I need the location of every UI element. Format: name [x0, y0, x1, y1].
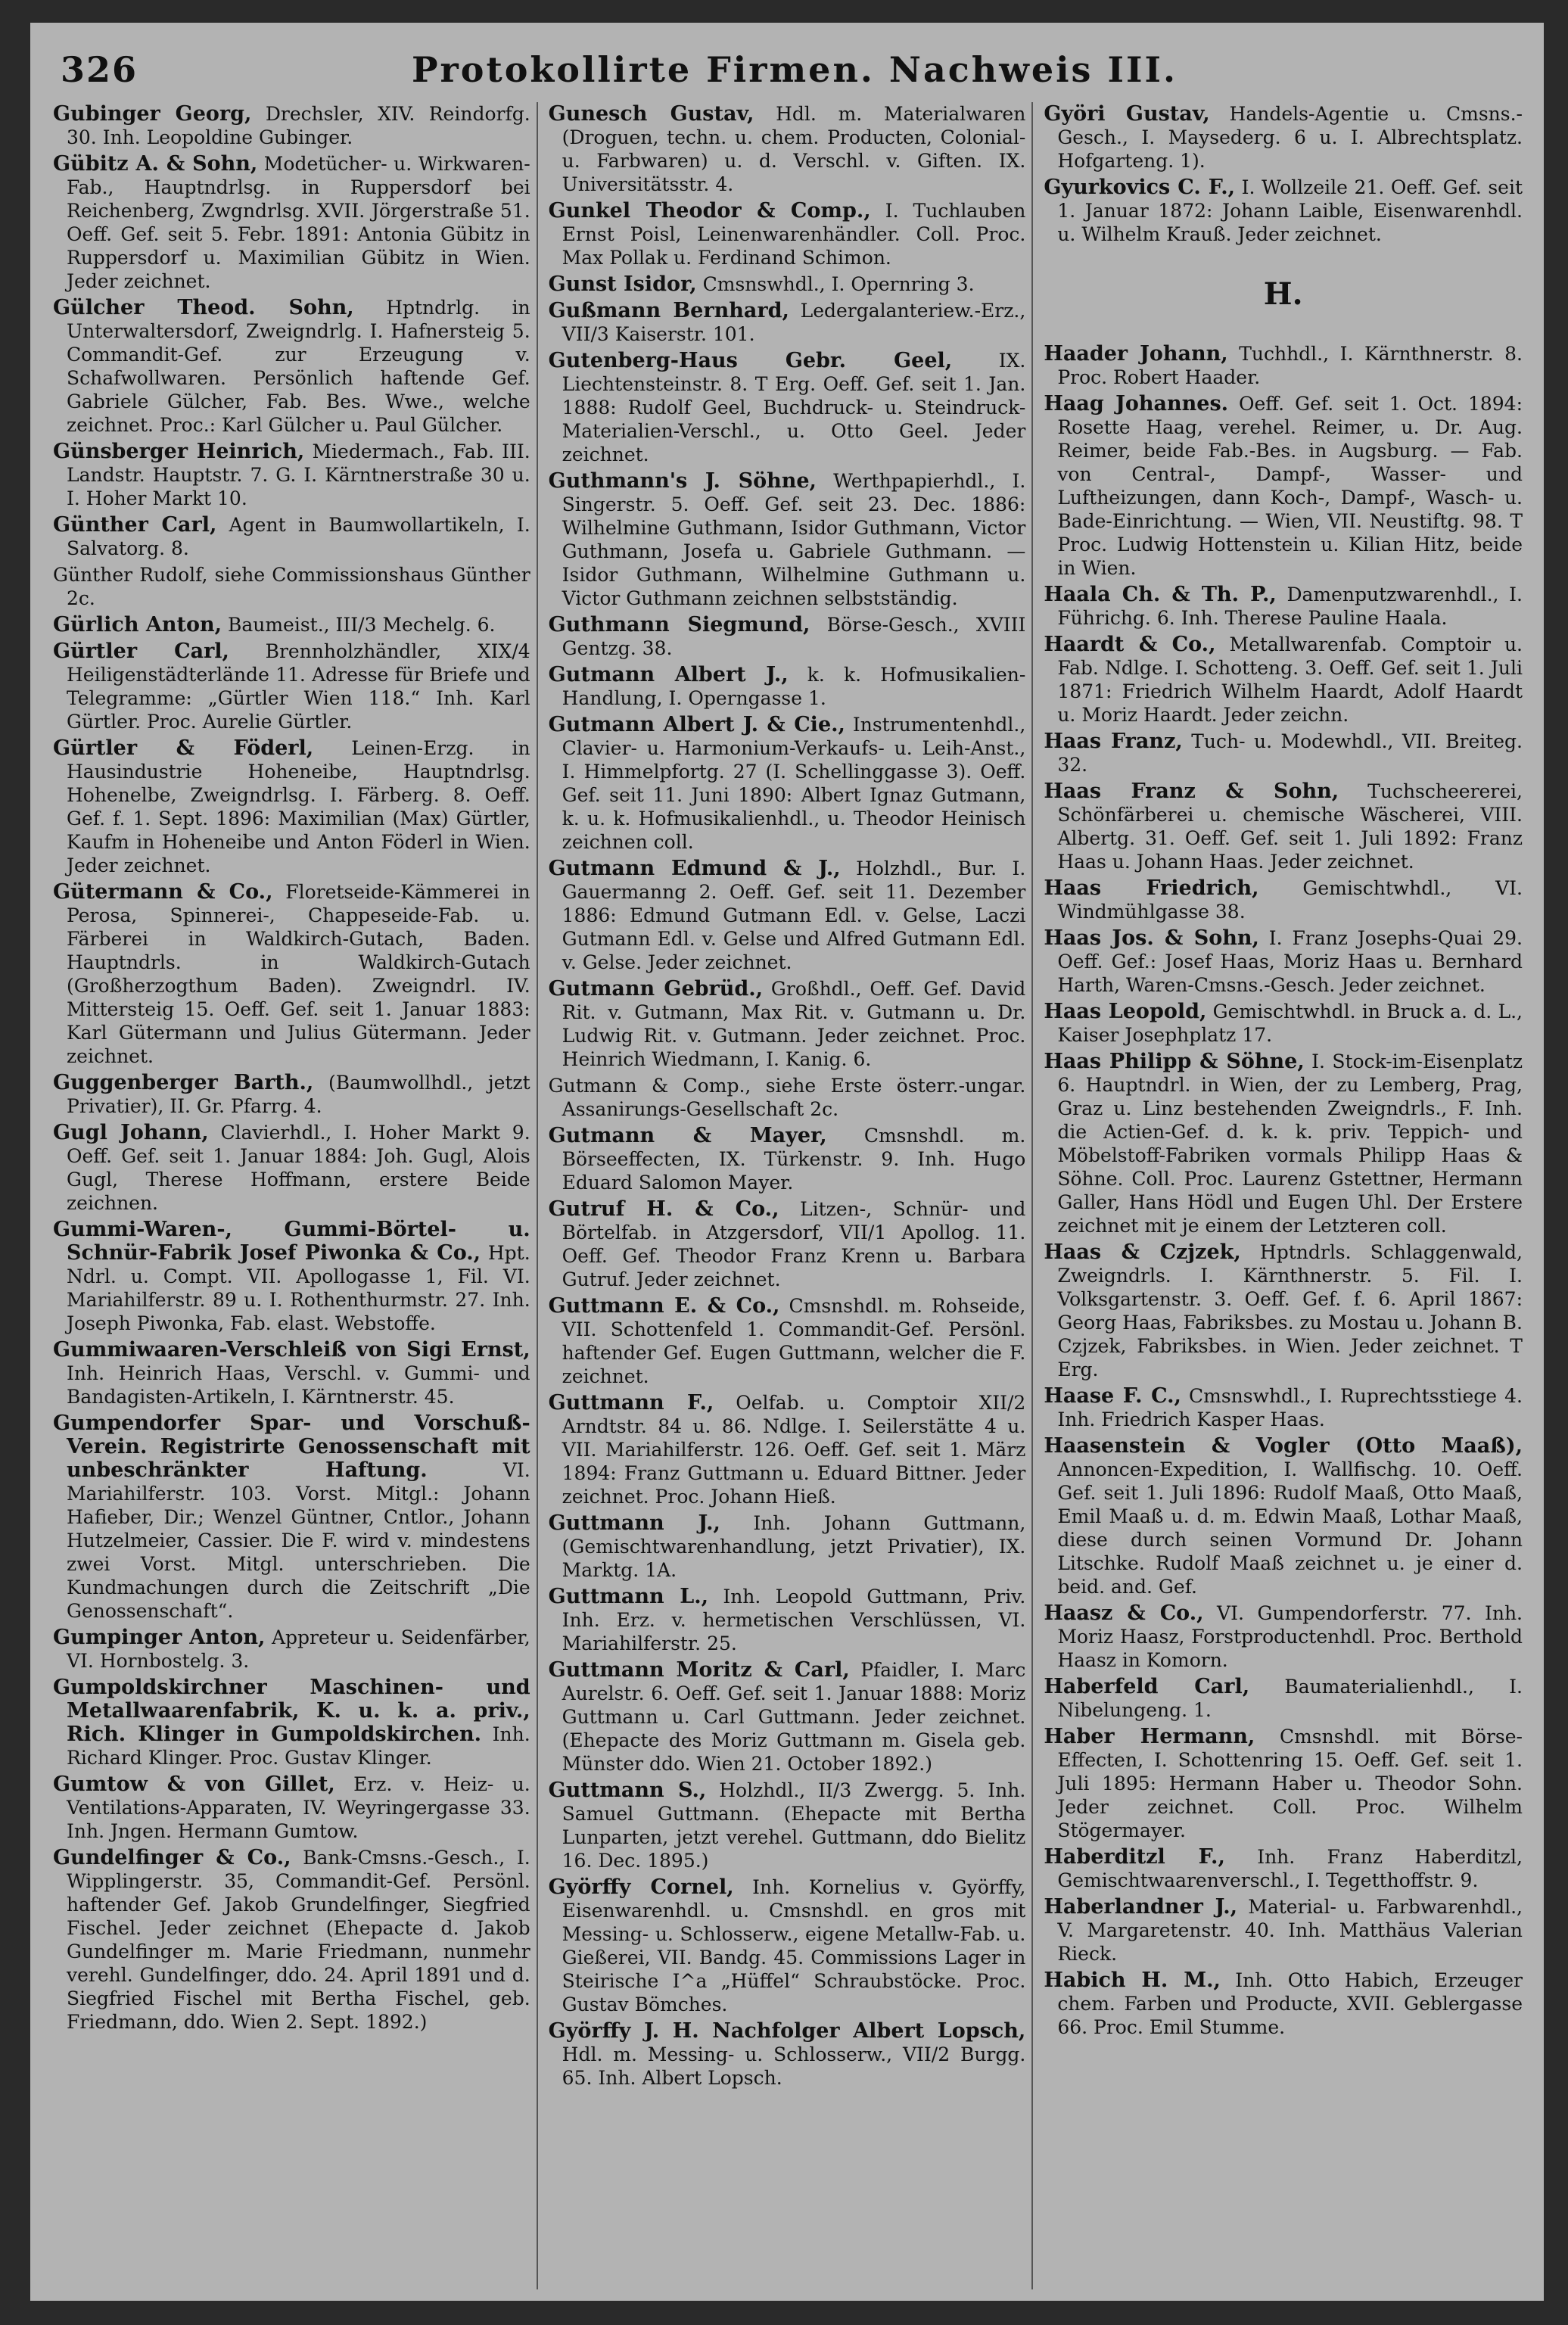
entry-text: Tuch- u. Modewhdl., VII. Breiteg. 32. [1057, 730, 1523, 776]
entry-name: Haala Ch. & Th. P., [1044, 583, 1277, 606]
entry-name: Haardt & Co., [1044, 633, 1216, 656]
directory-entry [549, 299, 1026, 346]
directory-entry [53, 1411, 530, 1623]
directory-entry [1044, 1845, 1523, 1892]
entry-name: Gürlich Anton, [53, 613, 222, 636]
entry-text: Material- u. Farbwarenhdl., V. Margaretenstr. 40. Inh. Matthäus Valerian Rieck. [1057, 1896, 1523, 1965]
directory-entry [53, 152, 530, 293]
entry-text: Metallwarenfab. Comptoir u. Fab. Ndlge. I. Schotteng. 3. Oeff. Gef. seit 1. Juli 1871: Friedrich Wilhelm Haardt, Adolf Haardt u. Moriz Haardt. Jeder zeichn. [1057, 633, 1523, 726]
entry-text: Oelfab. u. Comptoir XII/2 Arndtstr. 84 u. 86. Ndlge. I. Seilerstätte 4 u. VII. Mariahilferstr. 126. Oeff. Gef. seit 1. März 1894: Franz Guttmann u. Eduard Bittner. Jeder zeichnet. Proc. Johann Hieß. [562, 1392, 1026, 1508]
entry-name: Guttmann J., [548, 1511, 720, 1535]
entry-text: (Baumwollhdl., jetzt Privatier), II. Gr. Pfarrg. 4. [67, 1072, 530, 1117]
entry-name: Gummiwaaren-Verschleiß von Sigi Ernst, [53, 1338, 530, 1362]
directory-entry [1044, 1000, 1523, 1047]
entry-text: Inh. Franz Haberditzl, Gemischtwaarenverschl., I. Tegetthoffstr. 9. [1057, 1846, 1523, 1891]
entry-name: Györffy J. H. Nachfolger Albert Lopsch, [548, 2019, 1026, 2043]
column-2 [549, 102, 1034, 2289]
directory-entry [1044, 102, 1523, 173]
entry-name: Guthmann Siegmund, [548, 613, 810, 636]
entry-name: Haase F. C., [1044, 1384, 1181, 1408]
entry-text: Damenputzwarenhdl., I. Führichg. 6. Inh. Therese Pauline Haala. [1057, 584, 1523, 629]
entry-text: IX. Liechtensteinstr. 8. T Erg. Oeff. Gef. seit 1. Jan. 1888: Rudolf Geel, Buchdruck- u. Steindruck-Materialien-Verschl., u. Otto Geel. Jeder zeichnet. [562, 350, 1026, 465]
entry-text: Gemischtwhdl., VI. Windmühlgasse 38. [1057, 877, 1523, 923]
entry-name: Guggenberger Barth., [53, 1071, 314, 1094]
entry-text: Baumeist., III/3 Mechelg. 6. [222, 614, 496, 636]
entry-name: Guttmann L., [548, 1585, 709, 1608]
column-1 [53, 102, 538, 2289]
entry-text: Inh. Otto Habich, Erzeuger chem. Farben und Producte, XVII. Geblergasse 66. Proc. Emil Stumme. [1057, 1969, 1523, 2038]
directory-entry [1044, 583, 1523, 630]
entry-name: Gyurkovics C. F., [1044, 176, 1236, 199]
page-title: Protokollirte Firmen. Nachweis III. [411, 49, 1178, 90]
directory-entry [53, 1846, 530, 2034]
directory-entry [549, 1779, 1026, 1872]
entry-text: Handels-Agentie u. Cmsns.-Gesch., I. Maysederg. 6 u. I. Albrechtsplatz. Hofgarteng. 1). [1057, 103, 1523, 172]
entry-name: Györffy Cornel, [548, 1875, 734, 1899]
directory-entry [549, 713, 1026, 854]
directory-entry [53, 296, 530, 437]
entry-text: Agent in Baumwollartikeln, I. Salvatorg. 8. [67, 514, 530, 559]
entry-name: Haberditzl F., [1044, 1845, 1225, 1869]
entry-name: Gußmann Bernhard, [548, 299, 789, 322]
directory-entry [1044, 633, 1523, 727]
entry-name: Gürtler & Föderl, [53, 736, 314, 760]
entry-name: Guttmann E. & Co., [548, 1294, 780, 1318]
entry-text: Clavierhdl., I. Hoher Markt 9. Oeff. Gef. seit 1. Januar 1884: Joh. Gugl, Alois Gugl, Therese Hoffmann, erstere Beide zeichnen. [67, 1122, 530, 1214]
directory-entry [53, 1626, 530, 1673]
entry-name: Guttmann F., [548, 1391, 714, 1415]
entry-text: Pfaidler, I. Marc Aurelstr. 6. Oeff. Gef. seit 1. Januar 1888: Moriz Guttmann u. Carl Guttmann. Jeder zeichnet. (Ehepacte des Moriz Guttmann m. Gisela geb. Münster ddo. Wien 21. October 1892.) [562, 1659, 1026, 1775]
entry-text: Leinen-Erzg. in Hausindustrie Hoheneibe, Hauptndrlsg. Hohenelbe, Zweigndrlsg. I. Färberg. 8. Oeff. Gef. f. 1. Sept. 1896: Maximilian (Max) Gürtler, Kaufm in Hoheneibe und Anton Föderl in Wien. Jeder zeichnet. [67, 737, 530, 876]
directory-entry [1044, 176, 1523, 246]
entry-text: Modetücher- u. Wirkwaren-Fab., Hauptndrlsg. in Ruppersdorf bei Reichenberg, Zwgndrlsg. XVII. Jörgerstraße 51. Oeff. Gef. seit 5. Febr. 1891: Antonia Gübitz in Ruppersdorf u. Maximilian Gübitz in Wien. Jeder zeichnet. [67, 153, 530, 292]
entry-text: Hdl. m. Messing- u. Schlosserw., VII/2 Burgg. 65. Inh. Albert Lopsch. [562, 2043, 1026, 2089]
entry-text: I. Wollzeile 21. Oeff. Gef. seit 1. Januar 1872: Johann Laible, Eisenwarenhdl. u. Wilhelm Krauß. Jeder zeichnet. [1057, 176, 1523, 245]
entry-text: Floretseide-Kämmerei in Perosa, Spinnerei-, Chappeseide-Fab. u. Färberei in Waldkirch-Gutach, Baden. Hauptndrls. in Waldkirch-Gutach (Großherzogthum Baden). Zweigndrl. IV. Mittersteig 15. Oeff. Gef. seit 1. Januar 1883: Karl Gütermann und Julius Gütermann. Jeder zeichnet. [67, 881, 530, 1067]
section-letter: H. [1263, 276, 1303, 312]
entry-text: Börse-Gesch., XVIII Gentzg. 38. [562, 614, 1026, 659]
directory-entry [1044, 1895, 1523, 1966]
directory-entry [53, 563, 530, 610]
directory-entry [549, 199, 1026, 269]
entry-text: Cmsnshdl. m. Börseeffecten, IX. Türkenstr. 9. Inh. Hugo Eduard Salomon Mayer. [562, 1125, 1026, 1194]
entry-text: Oeff. Gef. seit 1. Oct. 1894: Rosette Haag, verehel. Reimer, u. Dr. Aug. Reimer, beide Fab.-Bes. in Augsburg. — Fab. von Central-, Dampf-, Wasser- und Luftheizungen, dann Koch-, Dampf-, Wasch- u. Bade-Einrichtung. — Wien, VII. Neustiftg. 98. T Proc. Ludwig Hottenstein u. Kilian Hitz, beide in Wien. [1057, 393, 1523, 579]
entry-text: Inh. Johann Guttmann, (Gemischtwarenhandlung, jetzt Privatier), IX. Marktg. 1A. [562, 1512, 1026, 1581]
entry-text: Miedermach., Fab. III. Landstr. Hauptstr. 7. G. I. Kärntnerstraße 30 u. I. Hoher Markt 10. [67, 440, 530, 509]
entry-name: Haag Johannes. [1044, 392, 1229, 416]
entry-text: Gutmann & Comp., siehe Erste österr.-ungar. Assanirungs-Gesellschaft 2c. [548, 1075, 1026, 1120]
entry-name: Gutmann Edmund & J., [548, 857, 841, 880]
entry-name: Gundelfinger & Co., [53, 1846, 291, 1869]
entry-text: Erz. v. Heiz- u. Ventilations-Apparaten, IV. Weyringergasse 33. Inh. Jngen. Hermann Gumtow. [67, 1773, 530, 1842]
entry-name: Guttmann Moritz & Carl, [548, 1658, 850, 1682]
entry-text: Instrumentenhdl., Clavier- u. Harmonium-Verkaufs- u. Leih-Anst., I. Himmelpfortg. 27 (I. Schellinggasse 3). Oeff. Gef. seit 11. Juni 1890: Albert Ignaz Gutmann, k. u. k. Hofmusikalienhdl., u. Theodor Heinisch zeichnen coll. [562, 714, 1026, 853]
directory-entry [549, 1658, 1026, 1776]
entry-text: Baumaterialienhdl., I. Nibelungeng. 1. [1057, 1676, 1523, 1721]
entry-name: Gubinger Georg, [53, 102, 252, 126]
entry-name: Gummi-Waren-, Gummi-Börtel- u. Schnür-Fabrik Josef Piwonka & Co., [53, 1218, 530, 1265]
entry-name: Haberfeld Carl, [1044, 1675, 1250, 1698]
directory-entry [1044, 1050, 1523, 1237]
entry-name: Gübitz A. & Sohn, [53, 152, 258, 176]
directory-entry [53, 1338, 530, 1408]
entry-name: Guthmann's J. Söhne, [548, 469, 817, 493]
entry-name: Haberlandner J., [1044, 1895, 1238, 1919]
directory-entry [53, 640, 530, 733]
entry-name: Gülcher Theod. Sohn, [53, 296, 354, 319]
entry-text: I. Tuchlauben Ernst Poisl, Leinenwarenhändler. Coll. Proc. Max Pollak u. Ferdinand Schimon. [562, 200, 1026, 269]
directory-entry [549, 1294, 1026, 1388]
directory-entry [53, 736, 530, 877]
directory-entry [53, 1676, 530, 1769]
directory-page [30, 23, 1544, 2301]
entry-name: Haasenstein & Vogler (Otto Maaß), [1044, 1434, 1523, 1458]
entry-text: Bank-Cmsns.-Gesch., I. Wipplingerstr. 35, Commandit-Gef. Persönl. haftender Gef. Jakob Grundelfinger, Siegfried Fischel. Jeder zeichnet (Ehepacte d. Jakob Gundelfinger m. Marie Friedmann, nunmehr verehl. Gundelfinger, ddo. 24. April 1891 und d. Siegfried Fischel mit Bertha Fischel, geb. Friedmann, ddo. Wien 2. Sept. 1892.) [67, 1847, 530, 2033]
entry-text: Drechsler, XIV. Reindorfg. 30. Inh. Leopoldine Gubinger. [67, 103, 530, 148]
directory-entry [53, 1773, 530, 1843]
entry-name: Günther Carl, [53, 513, 217, 537]
entry-name: Habich H. M., [1044, 1969, 1221, 1992]
entry-name: Gutmann Gebrüd., [548, 977, 764, 1001]
directory-entry [549, 857, 1026, 974]
directory-entry [1044, 1675, 1523, 1722]
directory-entry [1044, 392, 1523, 580]
directory-entry [1044, 780, 1523, 873]
entry-name: Haas Franz & Sohn, [1044, 780, 1339, 803]
directory-entry [549, 1511, 1026, 1582]
columns [53, 102, 1529, 2289]
entry-text: Großhdl., Oeff. Gef. David Rit. v. Gutmann, Max Rit. v. Gutmann u. Dr. Ludwig Rit. v. Gutmann. Jeder zeichnet. Proc. Heinrich Wiedmann, I. Kanig. 6. [562, 978, 1026, 1070]
directory-entry [549, 272, 1026, 296]
entry-name: Haber Hermann, [1044, 1725, 1255, 1748]
entry-name: Gunkel Theodor & Comp., [548, 199, 871, 223]
entry-name: Haas Leopold, [1044, 1000, 1207, 1023]
entry-text: Hdl. m. Materialwaren (Droguen, techn. u. chem. Producten, Colonial- u. Farbwaren) u. d. Verschl. v. Giften. IX. Universitätsstr. 4. [562, 103, 1026, 195]
directory-entry [549, 613, 1026, 660]
directory-entry [53, 1121, 530, 1215]
entry-text: Annoncen-Expedition, I. Wallfischg. 10. Oeff. Gef. seit 1. Juli 1896: Rudolf Maaß, Otto Maaß, Emil Maaß u. d. m. Edwin Maaß, Lothar Maaß, diese durch seinen Vormund Dr. Johann Litschke. Rudolf Maaß zeichnet u. je einer d. beid. and. Gef. [1057, 1458, 1523, 1598]
entry-text: Inh. Leopold Guttmann, Priv. Inh. Erz. v. hermetischen Verschlüssen, VI. Mariahilferstr. 25. [562, 1586, 1026, 1654]
entry-name: Gumpendorfer Spar- und Vorschuß-Verein. Registrirte Genossenschaft mit unbeschränkter Haftung. [53, 1411, 530, 1482]
entry-name: Haader Johann, [1044, 342, 1228, 366]
entry-text: Holzhdl., Bur. I. Gauermanng 2. Oeff. Gef. seit 11. Dezember 1886: Edmund Gutmann Edl. v. Gelse, Laczi Gutmann Edl. v. Gelse und Alfred Gutmann Edl. v. Gelse. Jeder zeichnet. [562, 857, 1026, 973]
entry-name: Gunst Isidor, [548, 272, 697, 296]
directory-entry [1044, 342, 1523, 389]
entry-text: VI. Gumpendorferstr. 77. Inh. Moriz Haasz, Forstproductenhdl. Proc. Berthold Haasz in Komorn. [1057, 1602, 1523, 1671]
entry-text: Ledergalanteriew.-Erz., VII/3 Kaiserstr. 101. [562, 300, 1026, 345]
entry-text: Appreteur u. Seidenfärber, VI. Hornbostelg. 3. [67, 1626, 530, 1672]
directory-entry [1044, 876, 1523, 923]
entry-name: Haas Philipp & Söhne, [1044, 1050, 1305, 1073]
directory-entry [549, 1197, 1026, 1291]
entry-name: Gumpinger Anton, [53, 1626, 266, 1649]
directory-entry [549, 1124, 1026, 1194]
directory-entry [549, 102, 1026, 196]
entry-text: Cmsnshdl. mit Börse-Effecten, I. Schottenring 15. Oeff. Gef. seit 1. Juli 1895: Hermann Haber u. Theodor Sohn. Jeder zeichnet. Coll. Proc. Wilhelm Stögermayer. [1057, 1726, 1523, 1841]
entry-name: Haas Friedrich, [1044, 876, 1259, 900]
directory-entry [53, 513, 530, 560]
entry-name: Gugl Johann, [53, 1121, 209, 1144]
entry-text: Hpt. Ndrl. u. Compt. VII. Apollogasse 1, Fil. VI. Mariahilferstr. 89 u. I. Rothenthurmstr. 27. Inh. Joseph Piwonka, Fab. elast. Webstoffe. [67, 1242, 530, 1334]
entry-text: Inh. Kornelius v. Györffy, Eisenwarenhdl. u. Cmsnshdl. en gros mit Messing- u. Schlosserw., eigene Metallw-Fab. u. Gießerei, VII. Bandg. 45. Commissions Lager in Steirische I^a „Hüffel“ Schraubstöcke. Proc. Gustav Bömches. [562, 1876, 1026, 2015]
column-3 [1044, 102, 1529, 2289]
entry-name: Haas & Czjzek, [1044, 1240, 1241, 1264]
entry-name: Gutmann Albert J., [548, 663, 789, 686]
entry-text: Günther Rudolf, siehe Commissionshaus Günther 2c. [53, 564, 530, 609]
entry-text: Cmsnswhdl., I. Ruprechtsstiege 4. Inh. Friedrich Kasper Haas. [1057, 1385, 1523, 1430]
directory-entry [549, 663, 1026, 710]
entry-text: Tuchhdl., I. Kärnthnerstr. 8. Proc. Robert Haader. [1057, 343, 1523, 388]
entry-name: Günsberger Heinrich, [53, 440, 305, 463]
directory-entry [1044, 1725, 1523, 1842]
entry-text: Tuchscheererei, Schönfärberei u. chemische Wäscherei, VIII. Albertg. 31. Oeff. Gef. seit 1. Juli 1892: Franz Haas u. Johann Haas. Jeder zeichnet. [1057, 780, 1523, 873]
directory-entry [1044, 1240, 1523, 1381]
directory-entry [549, 1074, 1026, 1121]
entry-text: VI. Mariahilferstr. 103. Vorst. Mitgl.: Johann Hafieber, Dir.; Wenzel Güntner, Cntlor., Johann Hutzelmeier, Cassier. Die F. wird v. mindestens zwei Vorst. Mitgl. unterschrieben. Die Kundmachungen durch die Zeitschrift „Die Genossenschaft“. [67, 1459, 530, 1622]
directory-entry [53, 880, 530, 1068]
entry-name: Guttmann S., [548, 1779, 707, 1802]
entry-name: Györi Gustav, [1044, 102, 1210, 126]
entry-text: Cmsnshdl. m. Rohseide, VII. Schottenfeld 1. Commandit-Gef. Persönl. haftender Gef. Eugen Guttmann, welcher die F. zeichnet. [562, 1295, 1026, 1387]
directory-entry [53, 1071, 530, 1118]
entry-text: k. k. Hofmusikalien-Handlung, I. Operngasse 1. [562, 664, 1026, 709]
entry-text: Cmsnswhdl., I. Opernring 3. [696, 273, 975, 295]
directory-entry [549, 977, 1026, 1071]
entry-text: I. Stock-im-Eisenplatz 6. Hauptndrl. in Wien, der zu Lemberg, Prag, Graz u. Linz bestehenden Zweigndrls., F. Inh. die Actien-Gef. d. k. k. priv. Teppich- und Möbelstoff-Fabriken vormals Philipp Haas & Söhne. Coll. Proc. Laurenz Gstettner, Hermann Galler, Hans Hödl und Eugen Uhl. Der Erstere zeichnet mit je einem der Letzteren coll. [1057, 1050, 1523, 1237]
directory-entry [53, 102, 530, 149]
entry-text: Hptndrlg. in Unterwaltersdorf, Zweigndrlg. I. Hafnersteig 5. Commandit-Gef. zur Erzeugung v. Schafwollwaren. Persönlich haftende Gef. Gabriele Gülcher, Fab. Bes. Wwe., welche zeichnet. Proc.: Karl Gülcher u. Paul Gülcher. [67, 297, 530, 436]
directory-entry [549, 469, 1026, 610]
directory-entry [1044, 1601, 1523, 1672]
directory-entry [1044, 1969, 1523, 2039]
entry-text: Holzhdl., II/3 Zwergg. 5. Inh. Samuel Guttmann. (Ehepacte mit Bertha Lunparten, jetzt verehel. Guttmann, ddo Bielitz 16. Dec. 1895.) [562, 1779, 1026, 1872]
entry-name: Gutruf H. & Co., [548, 1197, 779, 1221]
entry-name: Gutmann & Mayer, [548, 1124, 827, 1147]
page-number: 326 [61, 49, 138, 90]
entry-name: Gunesch Gustav, [548, 102, 754, 126]
entry-text: Litzen-, Schnür- und Börtelfab. in Atzgersdorf, VII/1 Apollog. 11. Oeff. Gef. Theodor Franz Krenn u. Barbara Gutruf. Jeder zeichnet. [562, 1198, 1026, 1290]
entry-text: Gemischtwhdl. in Bruck a. d. L., Kaiser Josephplatz 17. [1057, 1001, 1523, 1046]
directory-entry [53, 1218, 530, 1335]
directory-entry [53, 613, 530, 636]
entry-name: Gumtow & von Gillet, [53, 1773, 335, 1796]
directory-entry [549, 2019, 1026, 2090]
directory-entry [1044, 1384, 1523, 1431]
directory-entry [549, 349, 1026, 466]
entry-name: Gutmann Albert J. & Cie., [548, 713, 845, 736]
entry-text: I. Franz Josephs-Quai 29. Oeff. Gef.: Josef Haas, Moriz Haas u. Bernhard Harth, Waren-Cmsns.-Gesch. Jeder zeichnet. [1057, 927, 1523, 996]
page-header [61, 38, 1529, 106]
entry-name: Haas Jos. & Sohn, [1044, 926, 1259, 950]
entry-text: Inh. Richard Klinger. Proc. Gustav Klinger. [67, 1723, 530, 1769]
directory-entry [1044, 926, 1523, 997]
entry-name: Gutenberg-Haus Gebr. Geel, [548, 349, 953, 372]
entry-text: Hptndrls. Schlaggenwald, Zweigndrls. I. Kärnthnerstr. 5. Fil. I. Volksgartenstr. 3. Oeff. Gef. f. 6. April 1867: Georg Haas, Fabriksbes. zu Mostau u. Johann B. Czjzek, Fabriksbes. in Wien. Jeder zeichnet. T Erg. [1057, 1241, 1523, 1380]
directory-entry [1044, 1434, 1523, 1598]
entry-name: Haas Franz, [1044, 730, 1183, 753]
entry-name: Gütermann & Co., [53, 880, 273, 904]
directory-entry [549, 1585, 1026, 1655]
entry-text: Werthpapierhdl., I. Singerstr. 5. Oeff. Gef. seit 23. Dec. 1886: Wilhelmine Guthmann, Isidor Guthmann, Victor Guthmann, Josefa u. Gabriele Guthmann. — Isidor Guthmann, Wilhelmine Guthmann u. Victor Guthmann zeichnen selbstständig. [562, 470, 1026, 609]
entry-text: Inh. Heinrich Haas, Verschl. v. Gummi- und Bandagisten-Artikeln, I. Kärntnerstr. 45. [67, 1362, 530, 1408]
entry-name: Gumpoldskirchner Maschinen- und Metallwaarenfabrik, K. u. k. a. priv., Rich. Klinger in Gumpoldskirchen. [53, 1676, 530, 1746]
entry-name: Haasz & Co., [1044, 1601, 1204, 1625]
directory-entry [549, 1875, 1026, 2016]
entry-name: Gürtler Carl, [53, 640, 229, 663]
directory-entry [53, 440, 530, 510]
directory-entry [1044, 730, 1523, 777]
entry-text: Brennholzhändler, XIX/4 Heiligenstädterlände 11. Adresse für Briefe und Telegramme: „Gürtler Wien 118.“ Inh. Karl Gürtler. Proc. Aurelie Gürtler. [67, 640, 530, 733]
directory-entry [549, 1391, 1026, 1508]
